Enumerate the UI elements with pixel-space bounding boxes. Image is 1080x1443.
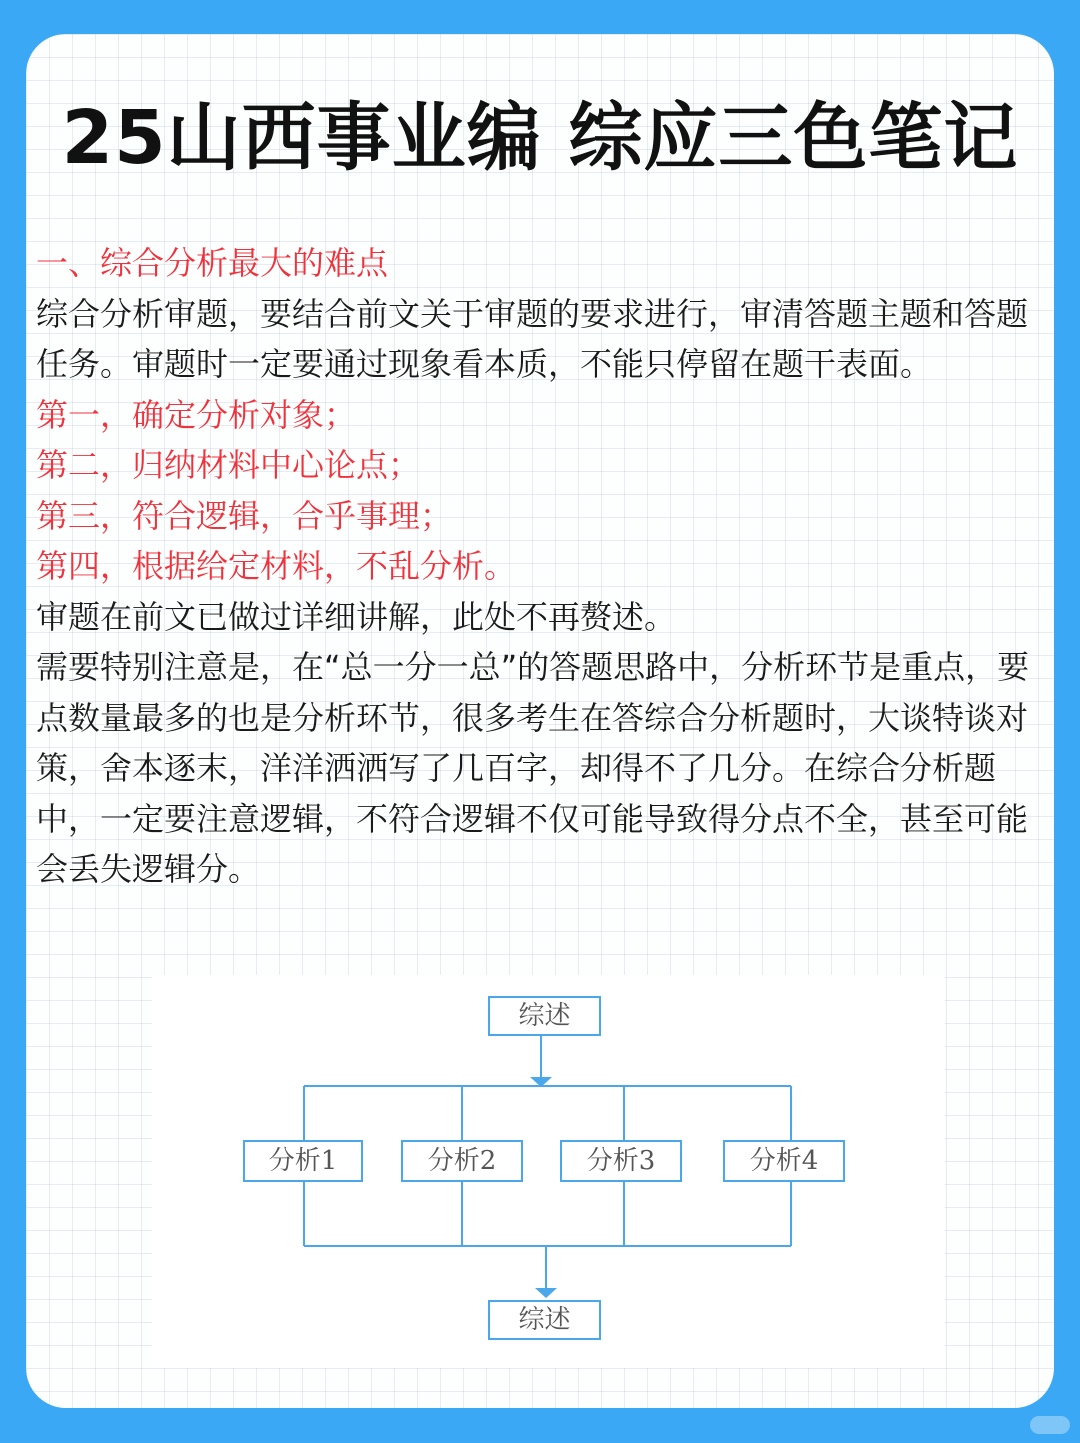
flow-diagram xyxy=(152,975,945,1368)
arrow-down-icon xyxy=(535,1288,557,1298)
point-item: 第四，根据给定材料，不乱分析。 xyxy=(36,547,517,585)
section-heading: 一、综合分析最大的难点 xyxy=(36,244,389,282)
analysis-box-1: 分析1 xyxy=(243,1140,363,1182)
point-item: 第一，确定分析对象； xyxy=(36,395,357,434)
summary-box-bottom: 综述 xyxy=(488,1300,601,1340)
body-paragraph: 需要特别注意是，在“总一分一总”的答题思路中，分析环节是重点，要点数量最多的也是分析环节，很多考生在答综合分析题时，大谈特谈对策，舍本逐末，洋洋洒洒写了几百字，却得不了几分。在综合分析题中，一定要注意逻辑，不符合逻辑不仅可能导致得分点不全，甚至可能会丢失逻辑分。 xyxy=(36,648,1030,888)
analysis-box-3: 分析3 xyxy=(560,1140,682,1182)
analysis-box-4: 分析4 xyxy=(723,1140,845,1182)
note-content xyxy=(36,238,1048,895)
analysis-box-2: 分析2 xyxy=(401,1140,523,1182)
body-paragraph: 审题在前文已做过详细讲解，此处不再赘述。 xyxy=(36,597,677,636)
summary-box-top: 综述 xyxy=(488,996,601,1036)
page-title: 25山西事业编 综应三色笔记 xyxy=(61,95,1019,181)
point-item: 第三，符合逻辑，合乎事理； xyxy=(36,496,453,535)
body-paragraph: 综合分析审题，要结合前文关于审题的要求进行，审清答题主题和答题任务。审题时一定要通过现象看本质，不能只停留在题干表面。 xyxy=(36,294,1029,383)
watermark-badge xyxy=(1030,1416,1070,1434)
point-item: 第二，归纳材料中心论点； xyxy=(36,446,421,484)
